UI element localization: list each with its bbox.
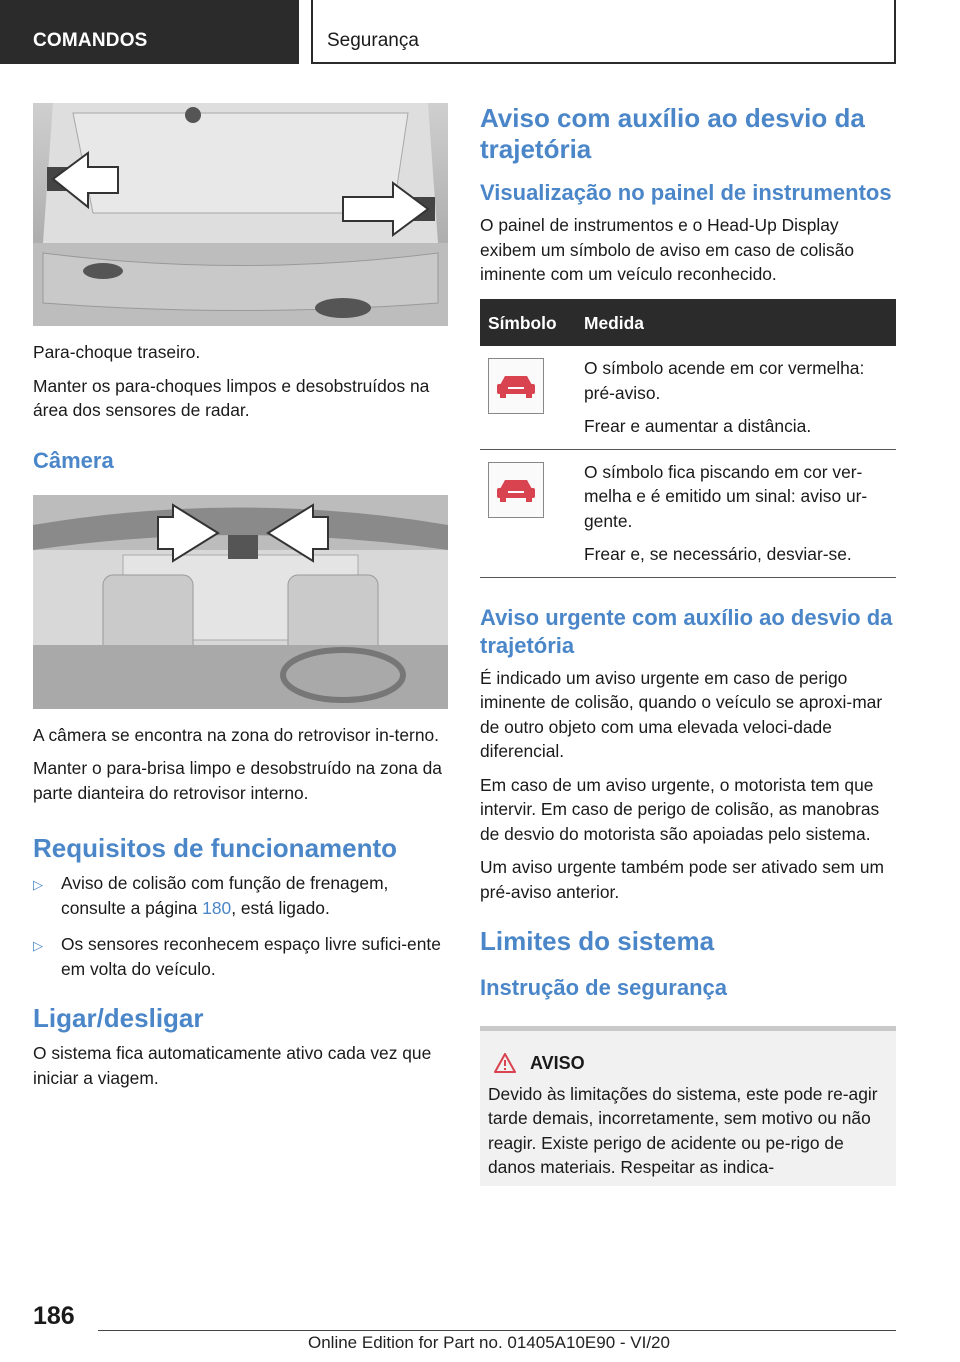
urgent-paragraph: Em caso de um aviso urgente, o motorista tem que intervir. Em caso de perigo de colisão, as manobras de desvio do motorista são apoiadas pelo sistema. bbox=[480, 774, 880, 844]
warning-text: Devido às limitações do sistema, este pode re-agir tarde demais, incorretamente, sem motivo ou não reagir. Existe perigo de acidente ou pe-rigo de danos materiais. Respeitar as indica- bbox=[488, 1083, 878, 1177]
safety-heading: Instrução de segurança bbox=[480, 975, 727, 1000]
triangle-bullet-icon: ▷ bbox=[33, 938, 43, 953]
requisitos-list bbox=[33, 871, 448, 981]
bumper-text: Manter os para-choques limpos e desobstruídos na área dos sensores de radar. bbox=[33, 375, 430, 420]
car-warning-icon bbox=[488, 358, 544, 414]
camera-heading: Câmera bbox=[33, 447, 114, 473]
car-warning-flashing-icon bbox=[488, 462, 544, 518]
table-row: O símbolo acende em cor vermelha: pré-aviso. Frear e aumentar a distância. bbox=[480, 346, 896, 449]
visual-heading: Visualização no painel de instrumentos bbox=[480, 180, 892, 205]
urgent-paragraph: Um aviso urgente também pode ser ativado sem um pré-aviso anterior. bbox=[480, 857, 885, 902]
camera-image bbox=[33, 495, 448, 709]
footer-divider bbox=[98, 1330, 896, 1331]
right-column bbox=[480, 103, 896, 1186]
page-link[interactable]: 180 bbox=[202, 897, 232, 918]
triangle-bullet-icon: ▷ bbox=[33, 877, 43, 892]
bumper-caption: Para-choque traseiro. bbox=[33, 342, 201, 362]
camera-text: Manter o para-brisa limpo e desobstruído na zona da parte dianteira do retrovisor interno. bbox=[33, 758, 442, 803]
ligar-text: O sistema fica automaticamente ativo cada vez que iniciar a viagem. bbox=[33, 1043, 432, 1088]
visual-text: O painel de instrumentos e o Head-Up Display exibem um símbolo de aviso em caso de colisão iminente com um veículo reconhecido. bbox=[480, 215, 855, 284]
camera-caption: A câmera se encontra na zona do retrovisor in-terno. bbox=[33, 724, 439, 745]
col-symbol: Símbolo bbox=[480, 299, 576, 347]
urgent-paragraph: É indicado um aviso urgente em caso de perigo iminente de colisão, quando o veículo se aproxi-mar de outro objeto com uma elevada veloci-dade diferencial. bbox=[480, 667, 883, 761]
rear-bumper-image bbox=[33, 103, 448, 326]
left-column bbox=[33, 103, 448, 1099]
urgent-heading: Aviso urgente com auxílio ao desvio da trajetória bbox=[480, 604, 893, 658]
requisitos-heading: Requisitos de funcionamento bbox=[33, 833, 398, 863]
aviso-heading: Aviso com auxílio ao desvio da trajetória bbox=[480, 103, 865, 164]
warning-triangle-icon bbox=[494, 1053, 516, 1073]
section-title: Segurança bbox=[311, 0, 896, 64]
warning-title: AVISO bbox=[488, 1051, 888, 1076]
list-item: ▷ Aviso de colisão com função de frenagem, consulte a página 180, está ligado. bbox=[33, 873, 389, 918]
footer-edition: Online Edition for Part no. 01405A10E90 - VI/20 bbox=[308, 1333, 670, 1352]
col-measure: Medida bbox=[576, 299, 896, 347]
symbol-table bbox=[480, 299, 896, 578]
ligar-heading: Ligar/desligar bbox=[33, 1003, 204, 1033]
table-row: O símbolo fica piscando em cor ver-melha e é emitido um sinal: aviso ur-gente. Frear e, se necessário, desviar-se. bbox=[480, 449, 896, 577]
list-item: ▷ Os sensores reconhecem espaço livre sufici-ente em volta do veículo. bbox=[33, 934, 441, 979]
warning-box bbox=[480, 1026, 896, 1186]
chapter-tab: COMANDOS bbox=[0, 0, 299, 64]
page-number: 186 bbox=[33, 1302, 75, 1330]
limits-heading: Limites do sistema bbox=[480, 926, 715, 956]
